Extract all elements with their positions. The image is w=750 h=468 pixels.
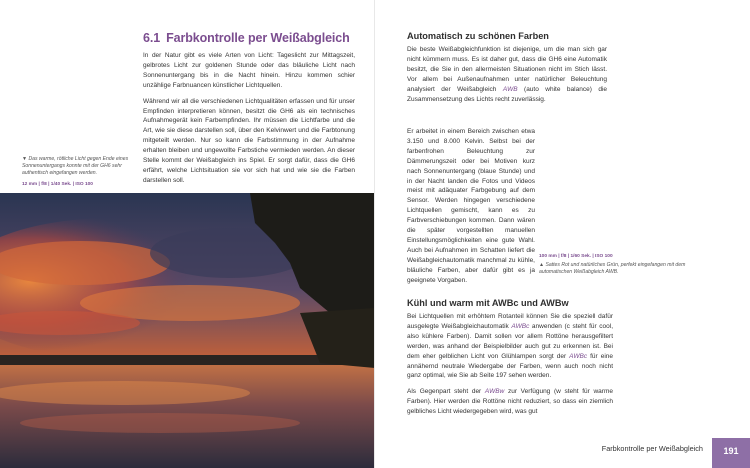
awb-term: AWB bbox=[502, 85, 518, 93]
awbc-term-1: AWBc bbox=[511, 322, 530, 330]
car-exif: 100 mm | f/8 | 1/60 Sek. | ISO 100 bbox=[539, 254, 613, 259]
sunset-exif: 12 mm | f/8 | 1/40 Sek. | ISO 100 bbox=[22, 182, 93, 187]
subheading-auto-colors: Automatisch zu schönen Farben bbox=[407, 31, 549, 41]
right-paragraph-4a: Als Gegenpart steht der bbox=[407, 388, 482, 396]
sunset-photo bbox=[0, 193, 375, 468]
right-paragraph-2-block bbox=[407, 127, 535, 292]
sunset-photo-graphic bbox=[0, 193, 375, 468]
right-paragraph-3b: anwenden (c steht für cool, also kühlere Farben). Damit sollen vor allem Rottöne herausgefiltert werden, was anhand der Beispielbilder auch gut zu erkennen ist. Bei dem eher gelblichen Licht von Glühlampen sorgt der bbox=[407, 322, 614, 360]
right-paragraph-1-end: (auto white balance) die Zusammensetzung des Lichts recht zuverlässig. bbox=[407, 85, 608, 103]
subheading-cool-warm: Kühl und warm mit AWBc und AWBw bbox=[407, 298, 569, 308]
awbc-term-2: AWBc bbox=[569, 352, 588, 360]
page-number: 191 bbox=[723, 446, 739, 456]
right-paragraph-4b: zur Verfügung (w steht für warme Farben). Hier werden die Rottöne nicht reduziert, so dass ein ziemlich gelbliches Licht wiedergegeben wird, was gut bbox=[407, 388, 613, 416]
section-title: Farbkontrolle per Weißabgleich bbox=[166, 31, 350, 45]
right-paragraph-1-top bbox=[407, 45, 607, 104]
awbw-term: AWBw bbox=[484, 388, 505, 396]
right-paragraph-3-block bbox=[407, 312, 613, 423]
section-heading bbox=[143, 31, 350, 45]
page-number-box bbox=[712, 438, 750, 468]
section-number: 6.1 bbox=[143, 31, 161, 45]
sunset-caption: ▼ Das warme, rötliche Licht gegen Ende eines Sonnenuntergangs konnte mit der GH6 sehr authentisch eingefangen werden. bbox=[22, 156, 129, 177]
left-body-text bbox=[143, 51, 355, 192]
right-paragraph-3a: Bei Lichtquellen mit erhöhtem Rotanteil können Sie die speziell dafür ausgelegte Weißabgleichautomatik bbox=[407, 313, 613, 330]
car-caption: ▲ Sattes Rot und natürliches Grün, perfekt eingefangen mit dem automatischen Weißabgleich AWB. bbox=[539, 262, 686, 276]
left-paragraph-1: In der Natur gibt es viele Arten von Licht: Tageslicht zur Mittagszeit, gelbrotes Licht zur goldenen Stunde oder das bläuliche Licht nach Sonnenuntergang bis in die Nacht hinein. Hinzu kommen schier unzählige Farbnuancen künstlicher Lichtquellen. bbox=[143, 52, 355, 89]
right-paragraph-1: Die beste Weißabgleichfunktion ist diejenige, um die man sich gar nicht kümmern muss. Es ist daher gut, dass die GH6 eine Automatik besitzt, die Sie in den allermeisten Situationen nicht im Stich lässt. Vor allem bei Außenaufnahmen unter natürlicher Beleuchtung analysiert der Weißabgleich bbox=[407, 46, 607, 93]
left-paragraph-2: Während wir all die verschiedenen Lichtqualitäten erfassen und für unser Empfinden interpretieren können, besitzt die GH6 als ein technisches Aufnahmegerät kein Farbempfinden. Ihr müssen die Lichtfarbe und die Art, wie sie diese darstellen soll, über den Kelvinwert und die Farbtonung mitgeteilt werden. Nur so kann die Farbstimmung in der Aufnahme erhalten bleiben und ungewollte Farbstiche vermieden werden. An dieser Stelle kommt der Weißabgleich ins Spiel. Er sorgt dafür, dass die GH6 erfährt, welche Lichtsituation sie vor sich hat und wie sie die Farben darstellen soll. bbox=[143, 97, 355, 184]
right-paragraph-2: Er arbeitet in einem Bereich zwischen etwa 3.150 und 8.000 Kelvin. Selbst bei der farbenfrohen Beleuchtung zur Dämmerungszeit oder bei Motiven kurz nach Sonnenuntergang (blaue Stunde) und in der Nacht landen die Fotos und Videos meist mit adäquater Farbgebung auf dem Sensor. Werden hingegen verschiedene Lichtquellen gemischt, kann es zu Farbverschiebungen kommen. Dann wären die später vorgestellten manuellen Einstellungsmöglichkeiten eine gute Wahl. Auch bei Aufnahmen im Schatten liefert die Weißabgleichautomatik manchmal zu kühle, bläuliche Farben, aber dafür gibt es ja geeignete Vorgaben. bbox=[407, 128, 535, 284]
right-page bbox=[375, 0, 750, 468]
footer-chapter-title: Farbkontrolle per Weißabgleich bbox=[601, 444, 703, 453]
right-paragraph-3c: für eine annähernd neutrale Wiedergabe der Farben, wenn auch noch nicht ganz optimal, wie Sie ab Seite 197 sehen werden. bbox=[407, 352, 613, 380]
